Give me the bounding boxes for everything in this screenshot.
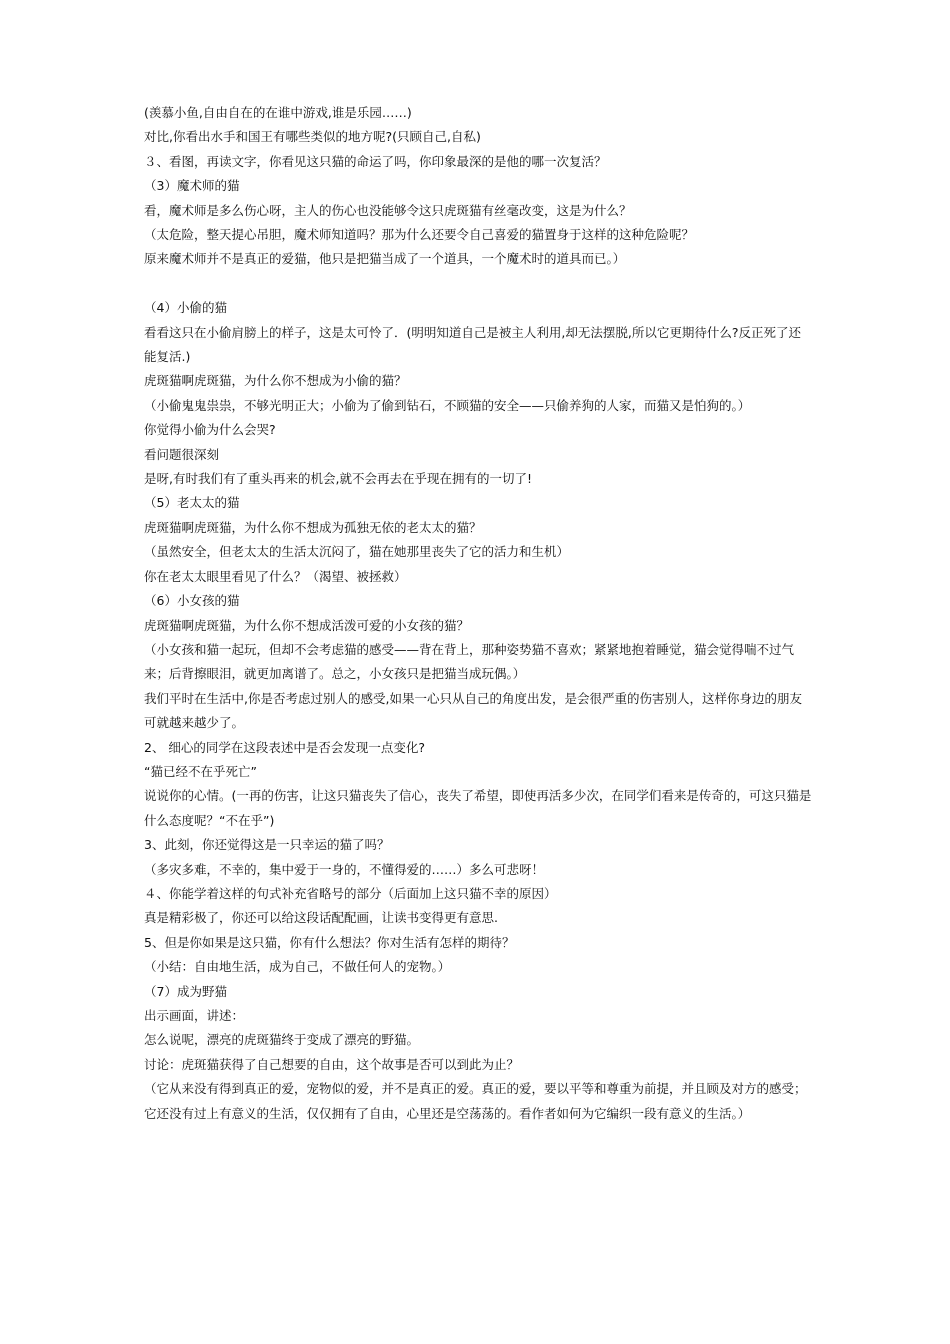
text-line: 虎斑猫啊虎斑猫，为什么你不想成为孤独无依的老太太的猫？ (144, 519, 482, 535)
text-line: 原来魔术师并不是真正的爱猫，他只是把猫当成了一个道具，一个魔术时的道具而已。） (144, 251, 626, 267)
question-4: ４、你能学着这样的句式补充省略号的部分（后面加上这只猫不幸的原因） (144, 885, 557, 901)
section-heading-old-lady-cat: （5）老太太的猫 (144, 495, 240, 511)
question-3: 3、此刻，你还觉得这是一只幸运的猫了吗？ (144, 837, 390, 853)
section-heading-magician-cat: （3）魔术师的猫 (144, 178, 240, 194)
text-line: （多灾多难，不幸的，集中爱于一身的，不懂得爱的……）多么可悲呀！ (144, 861, 545, 877)
text-line: （小结：自由地生活，成为自己，不做任何人的宠物。） (144, 959, 451, 975)
quote-line: “猫已经不在乎死亡” (144, 763, 257, 779)
text-line: （太危险，整天提心吊胆，魔术师知道吗？那为什么还要令自己喜爱的猫置身于这样的这种危险呢？ (144, 227, 695, 243)
text-line: 虎斑猫啊虎斑猫，为什么你不想成活泼可爱的小女孩的猫？ (144, 617, 470, 633)
text-line: 是呀,有时我们有了重头再来的机会,就不会再去在乎现在拥有的一切了! (144, 471, 532, 487)
text-line: （虽然安全，但老太太的生活太沉闷了，猫在她那里丧失了它的活力和生机） (144, 544, 570, 560)
text-line: 你觉得小偷为什么会哭? (144, 422, 276, 438)
text-line: 看，魔术师是多么伤心呀，主人的伤心也没能够令这只虎斑猫有丝毫改变，这是为什么？ (144, 202, 632, 218)
text-line: 你在老太太眼里看见了什么？（渴望、被拯救） (144, 568, 407, 584)
text-paragraph: 说说你的心情。(一再的伤害，让这只猫丧失了信心，丧失了希望，即使再活多少次，在同学们看来是传奇的，可这只猫是什么态度呢？“不在乎”) (144, 788, 812, 828)
text-line: 讨论：虎斑猫获得了自己想要的自由，这个故事是否可以到此为止？ (144, 1056, 520, 1072)
question-2: 2、 细心的同学在这段表述中是否会发现一点变化? (144, 739, 426, 755)
text-line: 看问题很深刻 (144, 446, 220, 462)
text-line: 虎斑猫啊虎斑猫，为什么你不想成为小偷的猫？ (144, 373, 407, 389)
text-paragraph: （小女孩和猫一起玩，但却不会考虑猫的感受——背在背上，那种姿势猫不喜欢；紧紧地抱着睡觉，猫会觉得喘不过气来；后背擦眼泪，就更加离谱了。总之，小女孩只是把猫当成玩偶。） (144, 641, 795, 682)
text-paragraph: 看看这只在小偷肩膀上的样子，这是太可怜了．(明明知道自己是被主人利用,却无法摆脱,所以它更期待什么?反正死了还能复活.) (144, 324, 801, 365)
blank-line (144, 272, 812, 296)
text-paragraph: （小偷鬼鬼祟祟，不够光明正大；小偷为了偷到钻石，不顾猫的安全——只偷养狗的人家，而猫又是怕狗的。） (144, 397, 751, 413)
text-paragraph: 我们平时在生活中,你是否考虑过别人的感受,如果一心只从自己的角度出发，是会很严重的伤害别人，这样你身边的朋友可就越来越少了。 (144, 690, 802, 731)
text-paragraph: （它从来没有得到真正的爱，宠物似的爱，并不是真正的爱。真正的爱，要以平等和尊重为前提，并且顾及对方的感受；它还没有过上有意义的生活，仅仅拥有了自由，心里还是空荡荡的。看作者如何为它编织一段有意义的生活。） (144, 1081, 807, 1121)
section-heading-girl-cat: （6）小女孩的猫 (144, 593, 240, 609)
text-line: 怎么说呢，漂亮的虎斑猫终于变成了漂亮的野猫。 (144, 1032, 420, 1048)
text-line: (羡慕小鱼,自由自在的在谁中游戏,谁是乐园……) (144, 105, 412, 120)
section-heading-thief-cat: （4）小偷的猫 (144, 300, 227, 316)
text-line: 真是精彩极了，你还可以给这段话配配画，让读书变得更有意思. (144, 910, 498, 926)
text-line: ３、看图，再读文字，你看见这只猫的命运了吗，你印象最深的是他的哪一次复活？ (144, 153, 607, 169)
question-5: 5、但是你如果是这只猫，你有什么想法？你对生活有怎样的期待？ (144, 934, 515, 950)
section-heading-wild-cat: （7）成为野猫 (144, 983, 227, 999)
document-body (144, 101, 812, 1126)
text-line: 出示画面，讲述： (144, 1008, 245, 1024)
text-line: 对比,你看出水手和国王有哪些类似的地方呢?(只顾自己,自私) (144, 129, 481, 145)
